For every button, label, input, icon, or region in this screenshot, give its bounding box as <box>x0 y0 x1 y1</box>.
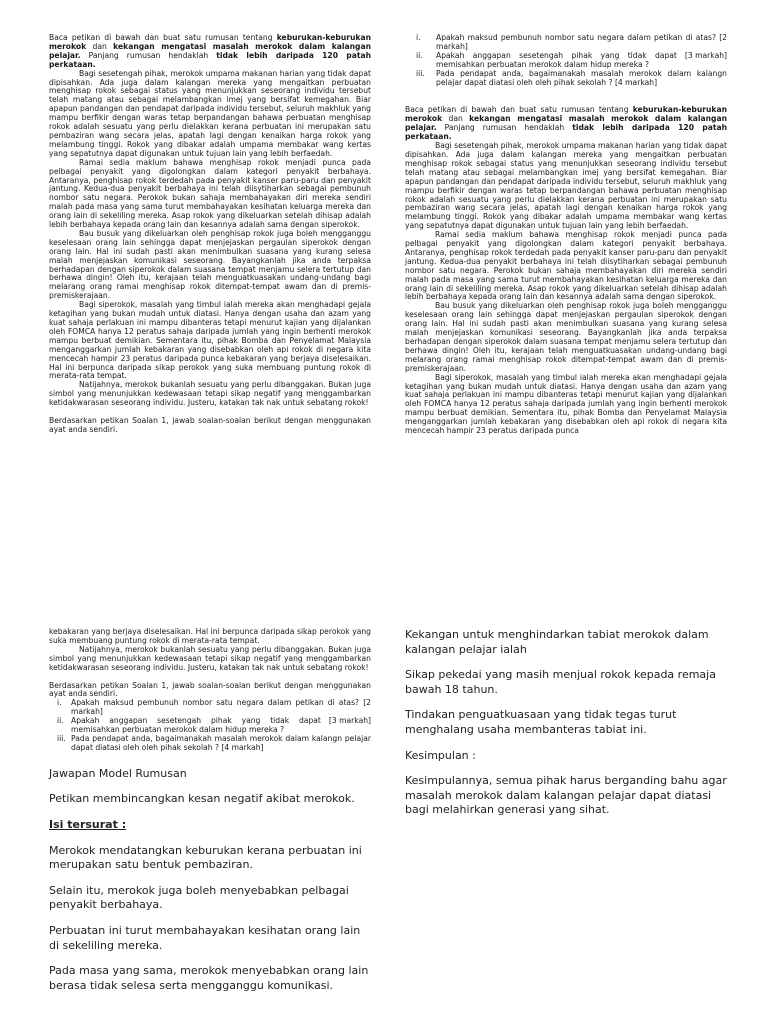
passage-paragraph: Ramai sedia maklum bahawa menghisap rokok menjadi punca pada pelbagai penyakit yang digolongkan dalam kategori penyakit berbahaya. Antaranya, penghisap rokok terdedah pada penyakit kanser paru-paru dan penyakit jantung. Kedua-dua penyakit berbahaya ini telah diisytiharkan sebagai pembunuh nombor satu negara. Perokok bukan sahaja membahayakan diri mereka sendiri malah pada masa yang sama turut membahayakan kesihatan keluarga mereka dan orang lain di sekeliling mereka. Asap rokok yang dikeluarkan setelah dihisap adalah lebih berbahaya kepada orang lain dan kesannya adalah sama dengan siperokok. <box>49 157 371 230</box>
passage-intro: Baca petikan di bawah dan buat satu rumusan tentang keburukan-keburukan merokok dan kekangan mengatasi masalah merokok dalam kalangan pelajar. Panjang rumusan hendaklah tidak lebih daripada 120 patah perkataan. <box>49 33 371 69</box>
passage-paragraph: kebakaran yang berjaya diselesaikan. Hal ini berpunca daripada sikap perokok yang suka membuang puntung rokok di merata-rata tempat. <box>49 627 371 645</box>
answer-intro: Petikan membincangkan kesan negatif akibat merokok. <box>49 792 355 806</box>
question-instruction: Berdasarkan petikan Soalan 1, jawab soalan-soalan berikut dengan menggunakan ayat anda sendiri. <box>49 416 371 434</box>
passage-paragraph: Ramai sedia maklum bahawa menghisap rokok menjadi punca pada pelbagai penyakit yang digolongkan dalam kategori penyakit berbahaya. Antaranya, penghisap rokok terdedah pada penyakit kanser paru-paru dan penyakit jantung. Kedua-dua penyakit berbahaya ini telah diisytiharkan sebagai pembunuh nombor satu negara. Perokok bukan sahaja membahayakan diri mereka sendiri malah pada masa yang sama turut membahayakan kesihatan keluarga mereka dan orang lain di sekeliling mereka. Asap rokok yang dikeluarkan setelah dihisap adalah lebih berbahaya kepada orang lain dan kesannya adalah sama dengan siperokok. <box>405 230 727 302</box>
question-instruction: Berdasarkan petikan Soalan 1, jawab soalan-soalan berikut dengan menggunakan ayat anda sendiri. <box>49 680 371 699</box>
answer-point: Selain itu, merokok juga boleh menyebabkan pelbagai penyakit berbahaya. <box>49 883 349 912</box>
answer-point: Pada masa yang sama, merokok menyebabkan orang lain berasa tidak selesa serta mengganggu komunikasi. <box>49 964 369 992</box>
section-heading: Isi tersurat : <box>49 817 127 831</box>
passage-paragraph: Bagi siperokok, masalah yang timbul ialah mereka akan menghadapi gejala ketagihan yang bukan mudah untuk diatasi. Hanya dengan usaha dan azam yang kuat sahaja perlakuan ini mampu dibanteras tetapi menurut kajian yang dijalankan oleh FOMCA hanya 12 peratus sahaja daripada jumlah yang ingin berhenti merokok mampu berbuat demikian. Sementara itu, pihak Bomba dan Penyelamat Malaysia menganggarkan jumlah kebakaran yang disebabkan oleh api rokok di negara kita mencecah hampir 23 peratus daripada punca kebakaran yang berjaya diselesaikan. Hal ini berpunca daripada sikap perokok yang suka membuang puntung rokok di merata-rata tempat. <box>49 300 371 381</box>
passage-paragraph: Natijahnya, merokok bukanlah sesuatu yang perlu dibanggakan. Bukan juga simbol yang menunjukkan kedewasaan tetapi sikap negatif yang menggambarkan ketidakwarasan seseorang individu. Justeru, katakan tak nak untuk sebatang rokok! <box>49 380 371 408</box>
answer-heading: Jawapan Model Rumusan <box>49 766 187 780</box>
answer-column-left <box>49 628 371 1004</box>
question-item: iii. Pada pendapat anda, bagaimanakah masalah merokok dalam kalangn pelajar dapat diatasi oleh oleh pihak sekolah ? [4 markah] <box>416 68 727 87</box>
question-item: iii. Pada pendapat anda, bagaimanakah masalah merokok dalam kalangn pelajar dapat diatasi oleh oleh pihak sekolah ? [4 markah] <box>57 733 371 752</box>
answer-point: Sikap pekedai yang masih menjual rokok kepada remaja bawah 18 tahun. <box>405 668 716 696</box>
passage-paragraph: Bagi siperokok, masalah yang timbul ialah mereka akan menghadapi gejala ketagihan yang bukan mudah untuk diatasi. Hanya dengan usaha dan azam yang kuat sahaja perlakuan ini mampu dibanteras tetapi menurut kajian yang dijalankan oleh FOMCA hanya 12 peratus sahaja daripada jumlah yang ingin berhenti merokok mampu berbuat demikian. Sementara itu, pihak Bomba dan Penyelamat Malaysia menganggarkan jumlah kebakaran yang disebabkan oleh api rokok di negara kita mencecah hampir 23 peratus daripada punca <box>405 372 727 436</box>
conclusion-label: Kesimpulan : <box>405 748 476 762</box>
question-list <box>49 699 371 752</box>
answer-column-right <box>405 628 727 829</box>
passage-paragraph: Natijahnya, merokok bukanlah sesuatu yang perlu dibanggakan. Bukan juga simbol yang menunjukkan kedewasaan tetapi sikap negatif yang menggambarkan ketidakwarasan seseorang individu. Justeru, katakan tak nak untuk sebatang rokok! <box>49 644 371 672</box>
answer-point: Perbuatan ini turut membahayakan kesihatan orang lain di sekeliling mereka. <box>49 923 361 952</box>
question-item: ii. [3 markah] Apakah anggapan sesetengah pihak yang tidak dapat memisahkan perbuatan merokok dalam hidup mereka ? <box>416 50 727 69</box>
question-item: ii. [3 markah] Apakah anggapan sesetengah pihak yang tidak dapat memisahkan perbuatan merokok dalam hidup mereka ? <box>57 716 371 735</box>
question-item: i. Apakah maksud pembunuh nombor satu negara dalam petikan di atas? [2 markah] <box>57 698 371 717</box>
passage-paragraph: Bau busuk yang dikeluarkan oleh penghisap rokok juga boleh mengganggu keselesaan orang lain sehingga dapat menjejaskan pergaulan siperokok dengan orang lain. Hal ini sudah pasti akan menimbulkan suasana yang kurang selesa malah menjejaskan komunikasi seseorang. Bayangkanlah jika anda terpaksa berhadapan dengan siperokok dalam suasana tempat menjamu selera tertutup dan berhawa dingin! Oleh itu, kerajaan telah menguatkuasakan undang-undang bagi melarang orang ramai menghisap rokok ditempat-tempat awam dan di premis-premiskerajaan. <box>49 228 371 301</box>
answer-point: Kekangan untuk menghindarkan tabiat merokok dalam kalangan pelajar ialah <box>405 628 709 656</box>
answer-point: Tindakan penguatkuasaan yang tidak tegas turut menghalang usaha membanteras tabiat ini. <box>405 708 677 736</box>
answer-point: Merokok mendatangkan keburukan kerana perbuatan ini merupakan satu bentuk pembaziran. <box>49 843 362 872</box>
passage-paragraph: Bagi sesetengah pihak, merokok umpama makanan harian yang tidak dapat dipisahkan. Ada juga dalam kalangan mereka yang mengaitkan perbuatan menghisap rokok sebagai status yang menunjukkan seseorang individu tersebut telah matang atau sebagai melambangkan imej yang bersifat kemegahan. Biar apapun pandangan dan pendapat daripada individu tersebut, seluruh makhluk yang mampu berfikir dengan waras tetap berpandangan bahawa perbuatan menghisap rokok adalah sesuatu yang perlu dielakkan kerana perbuatan ini merupakan satu pembaziran wang secara jelas, apatah lagi dengan kenaikan harga rokok yang melambung tinggi. Rokok yang dibakar adalah umpama membakar wang kertas yang sepatutnya dapat digunakan untuk tujuan lain yang lebih berfaedah. <box>405 141 727 231</box>
passage-column-top-left <box>49 34 371 435</box>
passage-paragraph: Bagi sesetengah pihak, merokok umpama makanan harian yang tidak dapat dipisahkan. Ada juga dalam kalangan mereka yang mengaitkan perbuatan menghisap rokok sebagai status yang menunjukkan seseorang individu tersebut telah matang atau sebagai melambangkan imej yang bersifat kemegahan. Biar apapun pandangan dan pendapat daripada individu tersebut, seluruh makhluk yang mampu berfikir dengan waras tetap berpandangan bahawa perbuatan menghisap rokok adalah sesuatu yang perlu dielakkan kerana perbuatan ini merupakan satu pembaziran wang secara jelas, apatah lagi dengan kenaikan harga rokok yang melambung tinggi. Rokok yang dibakar adalah umpama membakar wang kertas yang sepatutnya dapat digunakan untuk tujuan lain yang lebih berfaedah. <box>49 68 371 158</box>
conclusion-text: Kesimpulannya, semua pihak harus berganding bahu agar masalah merokok dalam kalangan pelajar dapat diatasi bagi melahirkan generasi yang sihat. <box>405 774 727 817</box>
passage-intro: Baca petikan di bawah dan buat satu rumusan tentang keburukan-keburukan merokok dan kekangan mengatasi masalah merokok dalam kalangan pelajar. Panjang rumusan hendaklah tidak lebih daripada 120 patah perkataan. <box>405 105 727 142</box>
question-list <box>405 34 727 87</box>
question-item: i. Apakah maksud pembunuh nombor satu negara dalam petikan di atas? [2 markah] <box>416 33 727 51</box>
passage-paragraph: Bau busuk yang dikeluarkan oleh penghisap rokok juga boleh mengganggu keselesaan orang lain sehingga dapat menjejaskan pergaulan siperokok dengan orang lain. Hal ini sudah pasti akan menimbulkan suasana yang kurang selesa malah menjejaskan komunikasi seseorang. Bayangkanlah jika anda terpaksa berhadapan dengan siperokok dalam suasana tempat menjamu selera tertutup dan berhawa dingin! Oleh itu, kerajaan telah menguatkuasakan undang-undang bagi melarang orang ramai menghisap rokok ditempat-tempat awam dan di premis-premiskerajaan. <box>405 301 727 373</box>
passage-column-top-right <box>405 34 727 436</box>
